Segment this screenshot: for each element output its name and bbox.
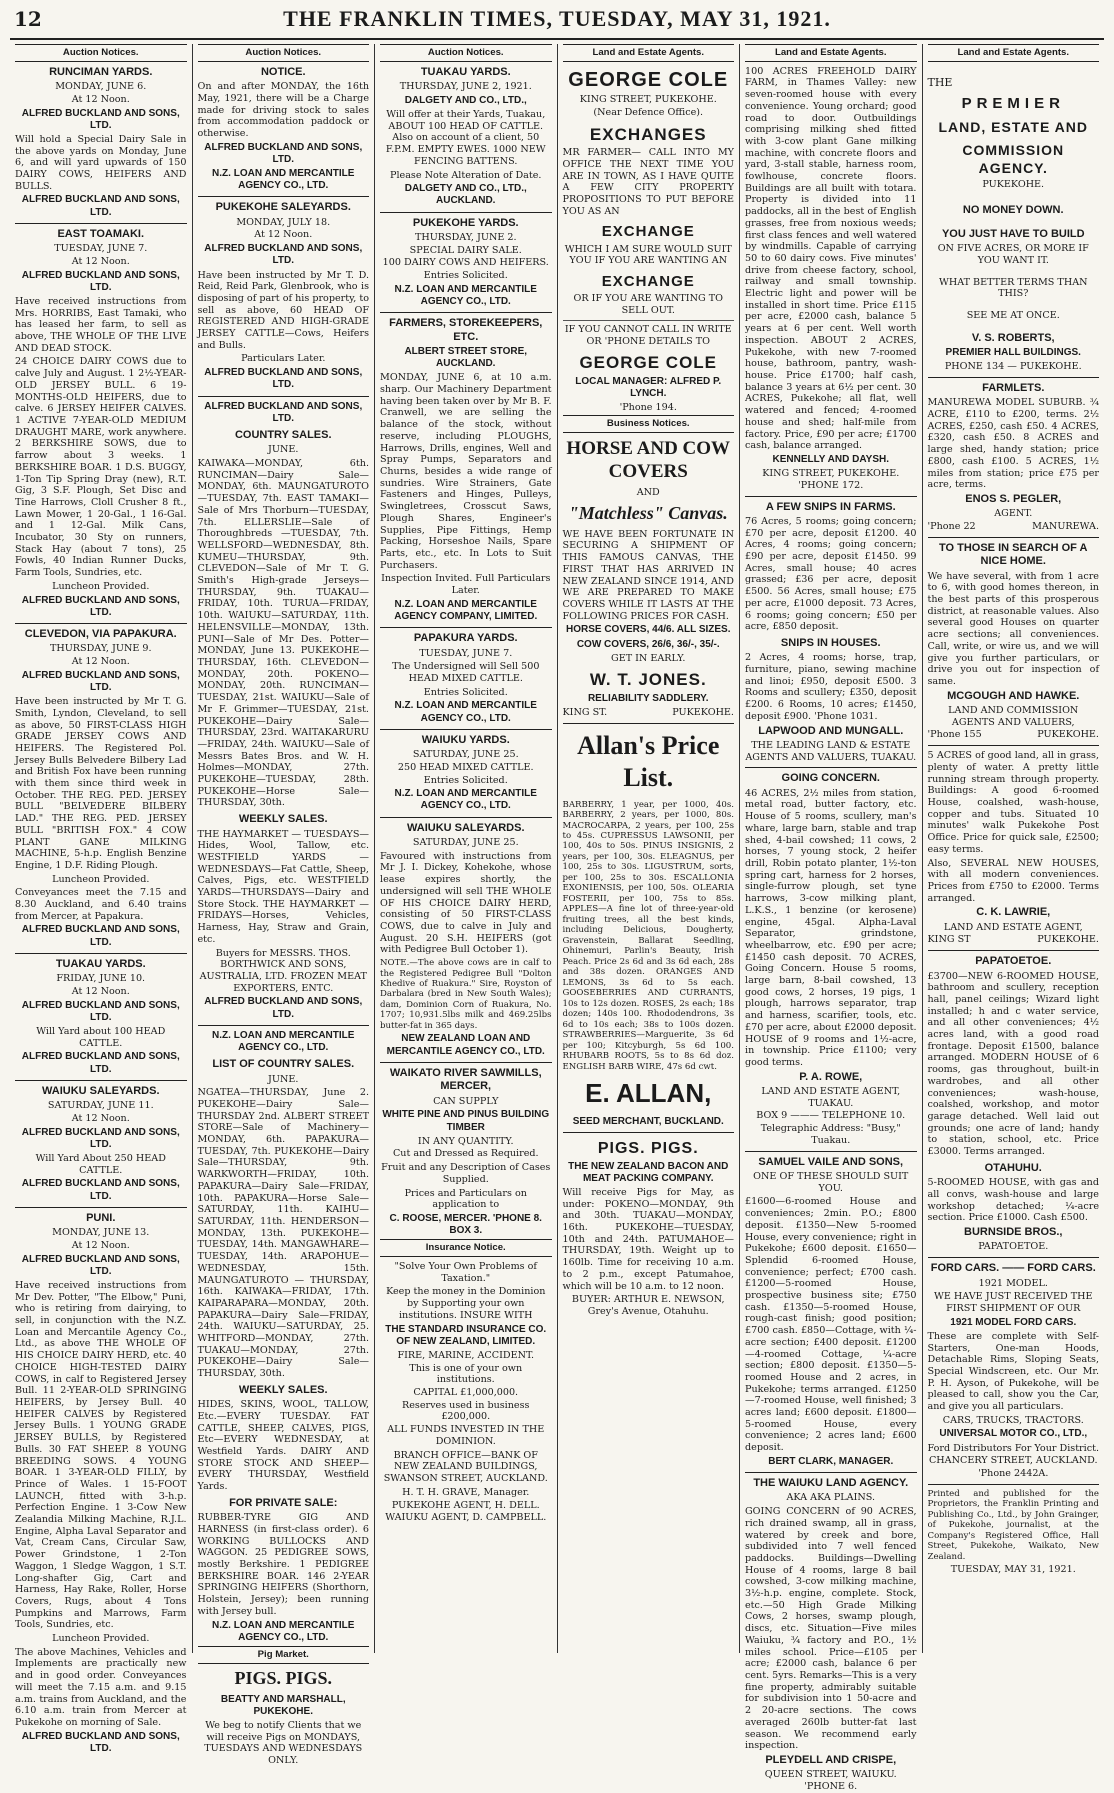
sale-date: TUESDAY, JUNE 7. [54, 243, 148, 255]
street: KING ST [927, 934, 971, 946]
ad-heading: EXCHANGES [589, 124, 707, 144]
ad-heading: PUNI. [86, 1211, 116, 1224]
address: KING STREET, PUKEKOHE. [579, 94, 717, 106]
ad-heading: PAPAKURA YARDS. [413, 632, 518, 645]
ad-line: YOU JUST HAVE TO BUILD [941, 227, 1085, 240]
firm-name: ALFRED BUCKLAND AND SONS, LTD. [204, 996, 363, 1020]
luncheon-note: Luncheon Provided. [52, 1633, 150, 1645]
firm-name: BURNSIDE BROS., [964, 1226, 1063, 1238]
firm-name: N.Z. LOAN AND MERCANTILE AGENCY COMPANY, LIMITED. [394, 598, 538, 622]
ad-line: ALL FUNDS INVESTED IN THE DOMINION. [387, 1424, 545, 1447]
ad-heading: WAIUKU SALEYARDS. [406, 821, 525, 834]
firm-name: N.Z. LOAN AND MERCANTILE AGENCY CO., LTD. [212, 1029, 355, 1053]
ad-heading: WAIUKU SALEYARDS. [41, 1084, 160, 1097]
firm-name: N.Z. LOAN AND MERCANTILE AGENCY CO., LTD. [212, 1619, 355, 1643]
ad-heading: WEEKLY SALES. [238, 813, 328, 826]
firm-address [563, 707, 735, 719]
firm-name: N.Z. LOAN AND MERCANTILE AGENCY CO., LTD. [394, 283, 537, 307]
ad-heading: PUKEKOHE YARDS. [412, 216, 519, 229]
ad-heading: "Matchless" Canvas. [568, 502, 728, 523]
firm-name: UNIVERSAL MOTOR CO., LTD., [939, 1428, 1088, 1440]
sale-list: KAIWAKA—MONDAY, 6th. RUNCIMAN—Dairy Sale—MONDAY, 6th. MAUNGATUROTO—TUESDAY, 7th. EAST TAMAKI—Sale of Mrs Thorburn—TUESDAY, 7th. ELLERSLIE—Sale of Thoroughbreds —TUESDAY, 7th. WELLSFORD—WEDNESDAY, 8th. KUMEU—THURSDAY, 9th. CLEVEDON—Sale of Mr T. G. Smith's High-grade Jerseys—THURSDAY, 9th. TUAKAU—FRIDAY, 10th. TURUA—FRIDAY, 10th. WAIUKU—SATURDAY, 11th. HELENSVILLE—MONDAY, 13th. PUNI—Sale of Mr Des. Potter—MONDAY, June 13. PUKEKOHE—THURSDAY, 16th. CLEVEDON—MONDAY, 20th. POKENO—MONDAY, 20th. RUNCIMAN—TUESDAY, 21st. WAIUKU—Sale of Mr F. Grimmer—TUESDAY, 21st. PUKEKOHE—Dairy Sale—THURSDAY, 23rd. WAITAKARURU—FRIDAY, 24th. WAIUKU—Sale of Messrs Bates Bros. and W. H. Holmes—MONDAY, 27th. PUKEKOHE—TUESDAY, 28th. PUKEKOHE—Horse Sale—THURSDAY, 30th. [197, 458, 369, 809]
ad-body: IF YOU CANNOT CALL IN WRITE OR 'PHONE DETAILS TO [564, 323, 732, 347]
buyer: BUYER: ARTHUR E. NEWSON, Grey's Avenue, Otahuhu. [571, 1294, 725, 1317]
ad-heading: EXCHANGE [601, 223, 695, 241]
column-1 [10, 44, 193, 1754]
price-list: BARBERRY, 1 year, per 1000, 40s. BARBERRY, 2 years, per 1000, 80s. MACROCARPA, 2 years, per 100, 25s to 45s. CUPRESSUS LAWSONII, per 100, 40s to 50s. PINUS INSIGNIS, 2 years, per 100, 30s. ELEAGNUS, per 100, 25s to 30s. LIGUSTRUM, sorts, per 100, 25s to 30s. ESCALLONIA EXONIENSIS, per 100, 50s. OLEARIA FOSTERII, per 100, 75s to 85s. APPLES—A fine lot of three-year-old fruiting trees, all the best kinds, including Delicious, Dougherty, Gravenstein, Ballarat Seedling, Ohinemuri, Parlin's Beauty, Irish Peach. Price 2s 6d and 3s 6d each, 28s and 38s dozen. ORANGES AND LEMONS, 3s 6d to 5s each. GOOSEBERRIES AND CURRANTS, 10s to 12s dozen. ROSES, 2s each; 18s dozen; 140s 100. Rhododendrons, 3s 6d to 10s each; 38s to 100s dozen. STRAWBERRIES—Marguerite, 3s 6d per 100; Kitcyburgh, 5s 6d 100. RHUBARB ROOTS, 5s to 8s 6d doz. ENGLISH BARB WIRE, 47s 6d cwt. [562, 799, 734, 1072]
firm-sub: RELIABILITY SADDLERY. [587, 693, 709, 705]
ad-line: AGENT. [994, 508, 1033, 520]
section-heading: Auction Notices. [198, 44, 370, 62]
agent-name: GEORGE COLE [568, 68, 729, 91]
entries-note: Entries Solicited. [423, 774, 508, 786]
ad-heading: FOR PRIVATE SALE: [229, 1496, 338, 1509]
slogan: "Solve Your Own Problems of Taxation." [394, 1260, 537, 1284]
ad-body: We beg to notify Clients that we will receive Pigs on MONDAYS, TUESDAYS AND WEDNESDAYS ONLY. [204, 1720, 363, 1767]
firm-name: ALFRED BUCKLAND AND SONS, LTD. [21, 1178, 180, 1202]
imprint-date: TUESDAY, MAY 31, 1921. [950, 1564, 1076, 1576]
address: QUEEN STREET, WAIUKU. 'PHONE 6. [764, 1769, 897, 1793]
ad-heading: FORD CARS. —— FORD CARS. [930, 1262, 1096, 1275]
ad-heading: HORSE AND COW COVERS [566, 437, 731, 482]
ad-body: These are complete with Self-Starters, One-man Hoods, Detachable Rims, Sloping Seats, Special Windscreen, etc. Our Mr. P. H. Ayson, of Pukekohe, will be pleased to call, show you the Car, and give you all particulars. [927, 1330, 1099, 1413]
buyers-note: Buyers for MESSRS. THOS. BORTHWICK AND SONS, AUSTRALIA, LTD. FROZEN MEAT EXPORTERS, ENTC. [199, 947, 367, 994]
ad-body: Will Yard About 250 HEAD CATTLE. [35, 1153, 166, 1176]
store-name: ALBERT STREET STORE, AUCKLAND. [404, 346, 528, 370]
ad-body: We have several, with from 1 acre to 6, with good homes thereon, in the best parts of this prosperous district, at reasonable values. Also several good Houses on quarter acre sections; all conveniences. Call, write, or wire us, and we will give you further particulars, or drive you out for inspection of same. [927, 570, 1099, 687]
town: PUKEKOHE. [672, 707, 734, 719]
agents: PUKEKOHE AGENT, H. DELL. WAIUKU AGENT, D. CAMPBELL. [385, 1500, 547, 1524]
firm-name: ALFRED BUCKLAND AND SONS, LTD. [204, 400, 363, 424]
firm-name: N.Z. LOAN AND MERCANTILE AGENCY CO., LTD. [212, 168, 355, 192]
ad-body: WE HAVE JUST RECEIVED THE FIRST SHIPMENT OF OUR [934, 1291, 1093, 1314]
ad-line: ONE OF THESE SHOULD SUIT YOU. [753, 1170, 909, 1194]
ad-line: FIRE, MARINE, ACCIDENT. [397, 1349, 535, 1361]
firm-name: ALFRED BUCKLAND AND SONS, LTD. [204, 367, 363, 391]
agency-name: PREMIER [961, 95, 1065, 113]
town: MANUREWA. [1032, 521, 1099, 533]
ad-body: MR FARMER— CALL INTO MY OFFICE THE NEXT TIME YOU ARE IN TOWN, AS I HAVE QUITE A FEW CITY PROPERTY PROPOSITIONS TO PUT BEFORE YOU AS AN [562, 147, 734, 217]
street: KING ST. [562, 707, 608, 719]
company-name: THE NEW ZEALAND BACON AND MEAT PACKING COMPANY. [568, 1160, 729, 1184]
agency-name: LAND, ESTATE AND [938, 119, 1088, 136]
firm-name: C. ROOSE, MERCER. 'PHONE 8. BOX 3. [389, 1212, 542, 1237]
sale-date: MONDAY, JUNE 13. [52, 1227, 150, 1239]
ad-body: WHICH I AM SURE WOULD SUIT YOU IF YOU ARE WANTING AN [564, 243, 732, 267]
telegraphic-address: Telegraphic Address: "Busy," Tuakau. [760, 1123, 901, 1146]
address: PREMIER HALL BUILDINGS. [945, 347, 1081, 359]
ad-heading: FARMERS, STOREKEEPERS, ETC. [389, 317, 543, 343]
sale-type: SPECIAL DAIRY SALE. [409, 244, 522, 256]
ad-heading: OTAHUHU. [984, 1161, 1042, 1174]
merchant-sub: SEED MERCHANT, BUCKLAND. [572, 1115, 724, 1127]
sale-time: At 12 Noon. [71, 93, 130, 105]
ad-line: Reserves used in business £200,000. [402, 1399, 530, 1423]
firm-sub: THE LEADING LAND & ESTATE AGENTS AND VALUERS, TUAKAU. [745, 739, 917, 763]
address: CHANCERY STREET, AUCKLAND. [928, 1455, 1098, 1467]
agent-name: V. S. ROBERTS, [971, 331, 1055, 344]
ad-line: 1921 MODEL. [978, 1277, 1048, 1289]
ad-body: 100 DAIRY COWS AND HEIFERS. [382, 257, 549, 269]
firm-name: DALGETY AND CO., LTD., [404, 94, 527, 106]
ad-line: CARS, TRUCKS, TRACTORS. [942, 1414, 1084, 1426]
ad-line: NO MONEY DOWN. [962, 204, 1064, 217]
sale-date: THURSDAY, JUNE 2. [414, 232, 517, 243]
ad-heading: Allan's Price List. [577, 731, 720, 792]
entries-note: Entries Solicited. [423, 270, 508, 282]
ad-heading: EXCHANGE [601, 273, 695, 291]
firm-name: DALGETY AND CO., LTD., AUCKLAND. [404, 183, 527, 207]
ad-body: Keep the money in the Dominion by Supporting your own institutions. INSURE WITH [386, 1286, 546, 1321]
firm-name: ALFRED BUCKLAND AND SONS, LTD. [21, 269, 180, 293]
sale-time: At 12 Noon. [71, 1239, 130, 1251]
company-name: THE STANDARD INSURANCE CO. OF NEW ZEALAND, LIMITED. [385, 1323, 547, 1347]
address: KING STREET, PUKEKOHE. 'PHONE 172. [762, 468, 900, 491]
ad-line: CAPITAL £1,000,000. [413, 1386, 519, 1398]
ad-body: Will hold a Special Dairy Sale in the above yards on Monday, June 6, and will yard upwards of 150 DAIRY COWS, HEIFERS AND BULLS. [15, 133, 187, 192]
ad-body: WE HAVE BEEN FORTUNATE IN SECURING A SHIPMENT OF THIS FAMOUS CANVAS, THE FIRST THAT HAS ARRIVED IN NEW ZEALAND SINCE 1914, AND WE ARE PREPARED TO MAKE COVERS WHILE IT LASTS AT THE FOLLOWING PRICES FOR CASH. [562, 528, 734, 622]
ad-heading: PAPATOETOE. [975, 955, 1052, 968]
sale-list: HIDES, SKINS, WOOL, TALLOW, Etc.—EVERY TUESDAY. FAT CATTLE, SHEEP, CALVES, PIGS, Etc—EVERY WEDNESDAY, at Westfield Yards. DAIRY AND STORE STOCK AND SHEEP—EVERY THURSDAY, Westfield Yards. [197, 1399, 369, 1493]
ad-heading: SNIPS IN HOUSES. [780, 636, 881, 649]
firm-name: PLEYDELL AND CRISPE, [765, 1753, 897, 1766]
sale-date: FRIDAY, JUNE 10. [56, 973, 146, 985]
sale-list: NGATEA—THURSDAY, June 2. PUKEKOHE—Dairy Sale—THURSDAY 2nd. ALBERT STREET STORE—Sale of Machinery—MONDAY, 6th. PAPAKURA—TUESDAY, 7th. PUKEKOHE—Dairy Sale—THURSDAY, 9th. WARKWORTH—FRIDAY, 10th. PAPAKURA—Dairy Sale—FRIDAY, 10th. PAPAKURA—Horse Sale—SATURDAY, 11th. KAIHU—SATURDAY, 11th. HENDERSON—MONDAY, 13th. PUKEKOHE—TUESDAY, 14th. MANGAWHARE—TUESDAY, 14th. ARAPOHUE—WEDNESDAY, 15th. MAUNGATUROTO — THURSDAY, 16th. KAIWAKA—FRIDAY, 17th. KAIPARAPARA—MONDAY, 20th. PAPAKURA—Dairy Sale—FRIDAY, 24th. WAIUKU—SATURDAY, 25. WHITFORD—MONDAY, 27th. TUAKAU—MONDAY, 27th. PUKEKOHE—Dairy Sale—THURSDAY, 30th. [197, 1087, 369, 1380]
ad-heading: WAIUKU YARDS. [421, 733, 510, 746]
branch-office: BRANCH OFFICE—BANK OF NEW ZEALAND BUILDINGS, SWANSON STREET, AUCKLAND. [383, 1449, 548, 1484]
sale-date: SATURDAY, JUNE 25. [412, 749, 519, 761]
ad-line: Cut and Dressed as Required. [392, 1148, 539, 1160]
phone: 'Phone 194. [619, 402, 677, 414]
product-name: WHITE PINE AND PINUS BUILDING TIMBER [382, 1109, 550, 1133]
ad-line: IN ANY QUANTITY. [417, 1135, 514, 1147]
ad-body: 76 Acres, 5 rooms; going concern; £70 per acre, deposit £1200. 40 Acres, 4 rooms; going concern; £90 per acre, deposit £1450. 99 Acres, small house; 40 acres grassed; £36 per acre, deposit £500. 56 Acres, small house; £75 per acre, £1000 deposit. 73 Acres, 6 rooms; going concern; £50 per acre, £850 deposit. [745, 515, 917, 633]
ad-line: GET IN EARLY. [611, 652, 686, 664]
ad-body: SEE ME AT ONCE. [966, 309, 1060, 321]
firm-name: ALFRED BUCKLAND AND SONS, LTD. [21, 1126, 180, 1150]
sale-date: SATURDAY, JUNE 11. [47, 1100, 154, 1112]
local-manager: LOCAL MANAGER: ALFRED P. LYNCH. [575, 376, 722, 400]
firm-sub: LAND AND COMMISSION AGENTS AND VALUERS, [948, 705, 1079, 728]
ad-line: CAN SUPPLY [433, 1095, 499, 1107]
firm-name: ALFRED BUCKLAND AND SONS, LTD. [21, 594, 180, 618]
ad-body: £1600—6-roomed House and conveniences; 2min. P.O.; £800 deposit. £1350—New 5-roomed House, every convenience; right in Pukekohe; £600 deposit. £1650—Splendid 6-roomed House, convenience; perfect; £700 cash. £1200—5-roomed House, prospective business site; £750 cash. £1350—5-roomed House, rough-cast finish; good position; £700 cash. £850—Cottage, with ¼-acre section; £400 deposit. £1200—4-roomed Cottage, ¼-acre section; £800 deposit. £1350—5-roomed House and 2 acres, in Pukekohe; terms arranged. £1250—7-roomed House, well finished; 3 acres land; £600 deposit. £1800—5-roomed House, every convenience; 2 acres land; £600 deposit. [745, 1196, 917, 1454]
manager: H. T. H. GRAVE, Manager. [402, 1486, 530, 1498]
agent-name: ENOS S. PEGLER, [965, 493, 1062, 505]
firm-name: BEATTY AND MARSHALL, PUKEKOHE. [220, 1693, 346, 1717]
ad-body: 5 ACRES of good land, all in grass, plenty of water. A pretty little running stream through property. Buildings: A good 6-roomed House, coalshed, wash-house, copper and tubs. Situated 10 minutes' walk Pukekohe Post Office. Price for quick sale, £2500; easy terms. [927, 750, 1099, 855]
firm-sub: PAPATOETOE. [978, 1241, 1049, 1253]
ad-body: 100 ACRES FREEHOLD DAIRY FARM, in Thames Valley: new seven-roomed house with every convenience. Young orchard; good road to door. Outbuildings comprising milking shed fitted with 3-cow plant Gane milking machine, with concrete floors and yard, 3-stall stable, harness room, fowlhouse, concrete floors. Buildings are all built with totara. Property is divided into 11 paddocks, all in the best of English grasses, free from noxious weeds; first class fences and well watered by windmills. Capable of carrying 50 to 60 dairy cows. Five minutes' drive from cheese factory, school, railway and small township. Electric light and power will be installed in short time. Price £115 per acre, £2000 cash, balance 5 years at 6 per cent. Well worth inspection. ABOUT 2 ACRES, Pukekohe, with new 7-roomed house, bathroom, pantry, wash-house. Price £1700; half cash, balance 3 years at 6½ per cent. 30 ACRES, Pukekohe; all flat, well watered and fenced; 4-roomed house and shed; half-mile from factory. Price, £90 per acre; £1700 cash, balance arranged. [745, 65, 917, 452]
sale-time: At 12 Noon. [71, 255, 130, 267]
ad-heading: PIGS. PIGS. [234, 1667, 333, 1688]
sale-list: THE HAYMARKET — TUESDAYS—Hides, Wool, Tallow, etc. WESTFIELD YARDS —WEDNESDAYS—Fat Cattle, Sheep, Calves, Pigs, etc. WESTFIELD YARDS—THURSDAYS—Dairy and Store Stock. THE HAYMARKET — FRIDAYS—Horses, Vehicles, Harness, Hay, Straw and Grain, etc. [197, 828, 369, 945]
ad-body: OR IF YOU ARE WANTING TO SELL OUT. [573, 293, 723, 317]
firm-name: C. K. LAWRIE, [976, 906, 1051, 919]
sale-time: At 12 Noon. [71, 656, 130, 668]
column-5 [740, 44, 923, 1793]
ad-heading: WEEKLY SALES. [238, 1383, 328, 1396]
ad-line: Ford Distributors For Your District. [927, 1442, 1099, 1454]
ad-line: 1921 MODEL FORD CARS. [950, 1316, 1077, 1328]
month-label: JUNE. [268, 1073, 299, 1085]
ad-body: The above Machines, Vehicles and Implements are practically new and in good order. Conveyances will meet the 7.15 a.m. and 9.15 a.m. trains from Auckland, and the 6.10 a.m. train from Mercer at Pukekohe on morning of Sale. [15, 1646, 187, 1728]
ad-body: 2 Acres, 4 rooms; horse, trap, furniture, piano, sewing machine and linoi; £950, deposit £500. 3 Rooms and scullery; £350, deposit £200. 6 Rooms, 10 acres; £1450, deposit £900. 'Phone 1031. [745, 652, 917, 722]
ad-body: WHAT BETTER TERMS THAN THIS? [938, 276, 1088, 300]
phone: 'Phone 22 [927, 521, 976, 533]
sale-list: RUBBER-TYRE GIG AND HARNESS (in first-class order). 6 WORKING BULLOCKS AND WAGGON. 25 PEDIGREE SOWS, mostly Berkshire. 1 PEDIGREE BERKSHIRE BOAR. 146 2-YEAR SPRINGING HEIFERS (Shorthorn, Holstein, Jersey); been running with Jersey bull. [197, 1512, 369, 1617]
sale-date: THURSDAY, JUNE 2, 1921. [399, 81, 532, 93]
firm-name: ALFRED BUCKLAND AND SONS, LTD. [204, 243, 363, 267]
sale-date: THURSDAY, JUNE 9. [49, 643, 152, 655]
page-number: 12 [14, 7, 42, 31]
ad-line: AKA AKA PLAINS. [786, 1492, 876, 1504]
date-alteration-note: Please Note Alteration of Date. [390, 169, 542, 181]
column-4 [558, 44, 741, 1653]
ad-body: Have received instructions from Mrs. HORRIBS, East Tamaki, who has leased her farm, to sell as above, THE WHOLE OF THE LIVE AND DEAD STOCK. [15, 295, 187, 354]
ad-body: Will receive Pigs for May, as under: POKENO—MONDAY, 9th and 30th. TUAKAU—MONDAY, 16th. PUKEKOHE—TUESDAY, 10th and 24th. PATUMAHOE—THURSDAY, 19th. Weight up to 160lb. Time for receiving 10 a.m. to 2 p.m., except Patumahoe, which will be 10 a.m. to 12 noon. [562, 1186, 734, 1292]
ad-body: 24 CHOICE DAIRY COWS due to calve July and August. 1 2½-YEAR-OLD JERSEY BULL. 6 19-MONTHS-OLD HEIFERS, due to calve. 6 JERSEY HEIFER CALVES. 1 ACTIVE 7-YEAR-OLD MEDIUM DRAUGHT MARE, work anywhere. 2 BERKSHIRE SOWS, due to farrow about 3 weeks. 1 BERKSHIRE BOAR. 1 D.S. BUGGY, 1-Ton Tip Spring Dray (new), R.T. Gig, 3 S.F. Plough, Set Disc and Tine Harrows, Cloll Crusher 8 ft., Lawn Mower, 1 20-Gal., 1 16-Gal. and 1 12-Gal. Milk Cans, Incubator, 30 Sty on runners, Stack Hay (about 7 tons), 25 Fowls, 40 Indian Runner Ducks, Farm Tools, Sundries, etc. [15, 356, 187, 579]
sale-date: TUESDAY, JUNE 7. [419, 647, 513, 659]
ad-body: Conveyances meet the 7.15 and 8.30 Auckland, and 6.40 trains from Mercer, at Papakura. [15, 887, 187, 922]
inspection-note: Inspection Invited. Full Particulars Later. [381, 573, 551, 597]
particulars-note: Particulars Later. [241, 353, 326, 365]
firm-name: ALFRED BUCKLAND AND SONS, LTD. [21, 1730, 180, 1754]
ad-heading: A FEW SNIPS IN FARMS. [765, 500, 896, 513]
ad-body: Have been instructed by Mr T. G. Smith, Lyndon, Cleveland, to sell as above, 50 FIRST-CLASS HIGH GRADE JERSEY COWS AND HEIFERS. The Registered Pol. Jersey Bulls Belvedere Bilbery Lad and British Fox have been running with them since third week in October. THE REG. PED. JERSEY BULL "BELVEDERE BILBERY LAD." THE REG. PED. JERSEY BULL "BRITISH FOX." 4 COW PLANT GANE MILKING MACHINE, 5-h.p. English Benzine Engine, 1 D.F. Riding Plough. [15, 696, 187, 871]
ad-body: MONDAY, JUNE 6, at 10 a.m. sharp. Our Machinery Department having been taken over by Mr B. F. Cranwell, we are selling the balance of the stock, without reserve, including PLOUGHS, Harrows, Drills, engines, Well and Spray Pumps, Separators and Churns, besides a wide range of sundries. Wire Strainers, Gate Fasteners and Hinges, Pulleys, Swingletrees, Crosscut Saws, Plough Shares, Engineer's Supplies, Pipe Fittings, Hemp Packing, Horseshoe Nails, Spare Parts, etc., etc. In Lots to Suit Purchasers. [380, 372, 552, 571]
firm-name: ALFRED BUCKLAND AND SONS, LTD. [21, 999, 180, 1023]
ad-heading: FARMLETS. [982, 381, 1045, 394]
town: PUKEKOHE. [1037, 729, 1099, 741]
firm-name: MCGOUGH AND HAWKE. [947, 689, 1080, 702]
ad-heading: PIGS. PIGS. [597, 1140, 699, 1158]
ad-heading: EAST TOAMAKI. [57, 227, 145, 240]
firm-name: ALFRED BUCKLAND AND SONS, LTD. [21, 1253, 180, 1277]
sale-date: MONDAY, JUNE 6. [55, 81, 147, 93]
section-heading: Auction Notices. [15, 44, 187, 62]
firm-name: N.Z. LOAN AND MERCANTILE AGENCY CO., LTD. [394, 788, 537, 812]
firm-name: N.Z. LOAN AND MERCANTILE AGENCY CO., LTD. [394, 700, 537, 724]
ad-line: Fruit and any Description of Cases Supplied. [381, 1162, 551, 1185]
section-heading: Business Notices. [563, 415, 735, 433]
masthead [10, 6, 1104, 40]
merchant-name: E. ALLAN, [585, 1078, 712, 1109]
phone: 'Phone 155 [927, 729, 982, 741]
phone-line [928, 729, 1100, 741]
ad-heading: TUAKAU YARDS. [55, 957, 146, 970]
firm-name: ALFRED BUCKLAND AND SONS, LTD. [21, 194, 180, 218]
ad-heading: NOTICE. [260, 65, 306, 78]
ad-body: Also, SEVERAL NEW HOUSES, with all modern conveniences. Prices from £750 to £2000. Terms arranged. [927, 857, 1099, 904]
firm-address [928, 934, 1100, 946]
section-heading: Land and Estate Agents. [745, 44, 917, 62]
ad-body: Have received instructions from Mr Dev. Potter, "The Elbow," Puni, who is retiring from dairying, to sell, in conjunction with the N.Z. Loan and Mercantile Agency Co., Ltd., as above THE WHOLE OF HIS CHOICE DAIRY HERD, etc. 40 CHOICE HIGH-TESTED DAIRY COWS, in calf to Registered Jersey Bull. 11 2-YEAR-OLD SPRINGING HEIFERS, by Jersey Bull. 40 HEIFER CALVES by Registered Jersey Bulls. 1 YOUNG GRADE JERSEY BULLS, by Registered Bulls. 30 FAT SHEEP. 8 YOUNG BREEDING SOWS. 4 YOUNG BOAR. 1 3-YEAR-OLD FILLY, by Prince of Wales. 1 15-FOOT LAUNCH, fitted with 3-h.p. Perfection Engine. 1 3-Cow New Zealandia Milking Machine, R.J.L. Engine, Alpha Laval Separator and Vat, Cream Cans, Circular Saw, Power Grindstone, 1 2-Ton Waggon, 1 Sledge Waggon, 1 S.T. Long-shafter Gig, Cart and Harness, Hay Rake, Roller, Horse Covers, Rugs, about 4 Tons Pumpkins and Marrows, Farm Tools, Sundries, etc. [15, 1279, 187, 1631]
manager: BERT CLARK, MANAGER. [768, 1455, 894, 1467]
town: PUKEKOHE. [1037, 934, 1099, 946]
column-6 [923, 44, 1105, 1653]
ad-line: Prices and Particulars on application to [404, 1187, 527, 1211]
firm-name: ALFRED BUCKLAND AND SONS, LTD. [204, 141, 363, 165]
ad-line: THE [927, 75, 953, 89]
ad-heading: RUNCIMAN YARDS. [49, 65, 153, 78]
firm-name: NEW ZEALAND LOAN AND MERCANTILE AGENCY CO., LTD. [386, 1033, 545, 1057]
ad-body: Have been instructed by Mr T. D. Reid, Reid Park, Glenbrook, who is disposing of part of his property, to sell as above, 60 HEAD OF REGISTERED AND HIGH-GRADE JERSEY CATTLE—Cows, Heifers and Bulls. [197, 269, 369, 351]
price-line: HORSE COVERS, 44/6. ALL SIZES. [566, 624, 731, 636]
firm-name: P. A. ROWE, [799, 1070, 863, 1083]
ad-heading: CLEVEDON, VIA PAPAKURA. [24, 627, 177, 640]
box-telephone: BOX 9 ——— TELEPHONE 10. [756, 1110, 906, 1122]
month-label: JUNE. [268, 444, 299, 456]
ad-body: GOING CONCERN of 90 ACRES, rich drained swamp, all in grass, watered by creek and bore, subdivided into 7 well fenced paddocks. Buildings—Dwelling House of 4 rooms, large 8 bail cowshed, 3-cow milking machine, 3½-h.p. engine, complete. Stock, etc.—50 High Grade Milking Cows, 2 horses, swamp plough, discs, etc. Situation—Five miles Waiuku, ¾ factory and P.O., 1½ miles school. Price—£105 per acre; £2000 cash, balance 6 per cent. 5yrs. Remarks—This is a very fine property, admirably suitable for subdivision into 1 50-acre and 2 20-acre sections. The cows averaged 260lb butter-fat last season. We recommend early inspection. [745, 1506, 917, 1752]
address-note: (Near Defence Office). [593, 106, 704, 118]
luncheon-note: Luncheon Provided. [52, 580, 150, 592]
town: PUKEKOHE. [982, 178, 1045, 190]
ad-heading: WAIKATO RIVER SAWMILLS, MERCER, [389, 1066, 542, 1093]
sale-date: MONDAY, JULY 18. [236, 216, 331, 228]
sale-time: At 12 Noon. [71, 1112, 130, 1124]
ad-heading: COUNTRY SALES. [234, 428, 332, 441]
section-heading: Land and Estate Agents. [928, 44, 1100, 62]
ad-line: This is one of your own institutions. [409, 1362, 523, 1386]
sale-time: At 12 Noon. [71, 985, 130, 997]
ad-body: 5-ROOMED HOUSE, with gas and all convs, wash-house and large workshop detached; ¼-acre section. Price £1000. Cash £500. [927, 1177, 1099, 1224]
section-heading: Auction Notices. [380, 44, 552, 62]
ad-heading: LIST OF COUNTRY SALES. [212, 1058, 355, 1071]
firm-name: ALFRED BUCKLAND AND SONS, LTD. [21, 924, 180, 948]
phone-line [928, 521, 1100, 533]
ad-heading: TUAKAU YARDS. [420, 65, 511, 78]
firm-name: ALFRED BUCKLAND AND SONS, LTD. [21, 107, 180, 131]
section-heading: Insurance Notice. [380, 1239, 552, 1257]
firm-name: ALFRED BUCKLAND AND SONS, LTD. [21, 669, 180, 693]
column-3 [375, 44, 558, 1653]
phone: PHONE 134 — PUKEKOHE. [944, 361, 1082, 373]
ad-heading: SAMUEL VAILE AND SONS, [758, 1155, 904, 1168]
column-2 [193, 44, 376, 1767]
agency-name: COMMISSION AGENCY. [962, 142, 1065, 176]
ad-heading: PUKEKOHE SALEYARDS. [215, 201, 351, 214]
ad-body: Will offer at their Yards, Tuakau, ABOUT 100 HEAD OF CATTLE. Also on account of a client, 50 F.P.M. EMPTY EWES. 1000 NEW FENCING BATTENS. [385, 109, 546, 167]
firm-name: W. T. JONES. [589, 670, 707, 690]
ad-body: The Undersigned will Sell 500 HEAD MIXED CATTLE. [392, 661, 540, 684]
sale-time: At 12 Noon. [254, 229, 313, 241]
section-heading: Pig Market. [198, 1646, 370, 1664]
ad-body: MANUREWA MODEL SUBURB. ¾ ACRE, £110 to £200, terms. 2½ ACRES, £250, cash £50. 4 ACRES, £320, cash £50. 8 ACRES and large shed, handy station; price £800, cash £100. 5 ACRES, 1½ miles from station; price £75 per acre, terms. [927, 397, 1099, 491]
luncheon-note: Luncheon Provided. [52, 873, 150, 885]
firm-name: KENNELLY AND DAYSH. [772, 453, 889, 465]
ad-body: 46 ACRES, 2½ miles from station, metal road, butter factory, etc. House of 5 rooms, scullery, man's whare, large barn, stable and trap shed, 4-bail cowshed; 11 cows, 2 horses, 7 young stock, 2 heifer drill, Robin potato planter, 1½-ton spring cart, harness for 2 horses, single-furrow plough, set tyne harrows, 3-cow milking plant, L.K.S., 1 benzine (or kerosene) engine, 45gal. Alpha-Laval Separator, grindstone, wheelbarrow, etc. £90 per acre; £1450 cash deposit. 70 ACRES, Going Concern. House 5 rooms, large barn, 8-bail cowshed, 13 good cows, 2 horses, 19 pigs, 1 plough, harrows separator, trap and harness, scarifier, tools, etc. £70 per acre, about £2000 deposit. HOUSE of 9 rooms and 1½-acre, in township. Price £1100; very good terms. [745, 787, 917, 1068]
ad-heading: TO THOSE IN SEARCH OF A NICE HOME. [938, 541, 1088, 568]
pedigree-note: NOTE.—The above cows are in calf to the Registered Pedigree Bull "Dolton Khedive of Ruakura." Sire, Royston of Darbalara (bred in New South Wales); dam, Dominion Corn of Ruakura, No. 1707; 10,931.5lbs milk and 469.25lbs butter-fat in 365 days. [380, 958, 552, 1031]
ad-line: AND [636, 487, 660, 499]
section-heading: Land and Estate Agents. [563, 44, 735, 62]
ad-body: ON FIVE ACRES, OR MORE IF YOU WANT IT. [937, 243, 1089, 266]
ad-body: 250 HEAD MIXED CATTLE. [397, 761, 534, 773]
ad-body: On and after MONDAY, the 16th May, 1921, there will be a Charge made for driving stock to sales from accommodation paddock or otherwise. [197, 81, 369, 139]
ad-body: £3700—NEW 6-ROOMED HOUSE, bathroom and scullery, reception hall, panel ceilings; Wizard light installed; h and c water service, and all other conveniences; 4½ acres land, with a good road frontage. Deposit £1500, balance arranged. MODERN HOUSE of 6 rooms, gas throughout, built-in wardrobes, and all other conveniences; wash-house, coalshed, workshop, and motor garage detached. Well laid out grounds; one acre of land; handy to station, school, etc. Price £3000. Terms arranged. [927, 970, 1099, 1158]
price-line: COW COVERS, 26/6, 36/-, 35/-. [576, 638, 720, 650]
entries-note: Entries Solicited. [423, 686, 508, 698]
firm-name: ALFRED BUCKLAND AND SONS, LTD. [21, 1051, 180, 1075]
ad-heading: THE WAIUKU LAND AGENCY. [753, 1477, 909, 1490]
phone: 'Phone 2442A. [978, 1468, 1049, 1480]
firm-name: LAPWOOD AND MUNGALL. [758, 724, 904, 737]
ad-body: Favoured with instructions from Mr J. I. Dickey, Kohekohe, whose lease expires shortly, the undersigned will sell THE WHOLE OF HIS CHOICE DAIRY HERD, consisting of 50 FIRST-CLASS COWS, due to calve in July and August. 20 S.H. HEIFERS (got with Pedigree Bull October 1). [380, 850, 552, 956]
firm-sub: LAND AND ESTATE AGENT, [943, 921, 1083, 933]
firm-sub: LAND AND ESTATE AGENT, TUAKAU. [761, 1086, 901, 1109]
imprint: Printed and published for the Proprietors, the Franklin Printing and Publishing Co., Ltd., by John Grainger, of Pukekohe, journalist, at the Company's Registered Office, Hall Street, Pukekohe, Waikato, New Zealand. [927, 1488, 1099, 1562]
sale-date: SATURDAY, JUNE 25. [412, 837, 519, 848]
agent-name: GEORGE COLE [579, 353, 718, 373]
newspaper-title: THE FRANKLIN TIMES, TUESDAY, MAY 31, 1921. [283, 6, 831, 31]
ad-heading: GOING CONCERN. [781, 772, 880, 785]
ad-body: Will Yard about 100 HEAD CATTLE. [36, 1026, 166, 1049]
